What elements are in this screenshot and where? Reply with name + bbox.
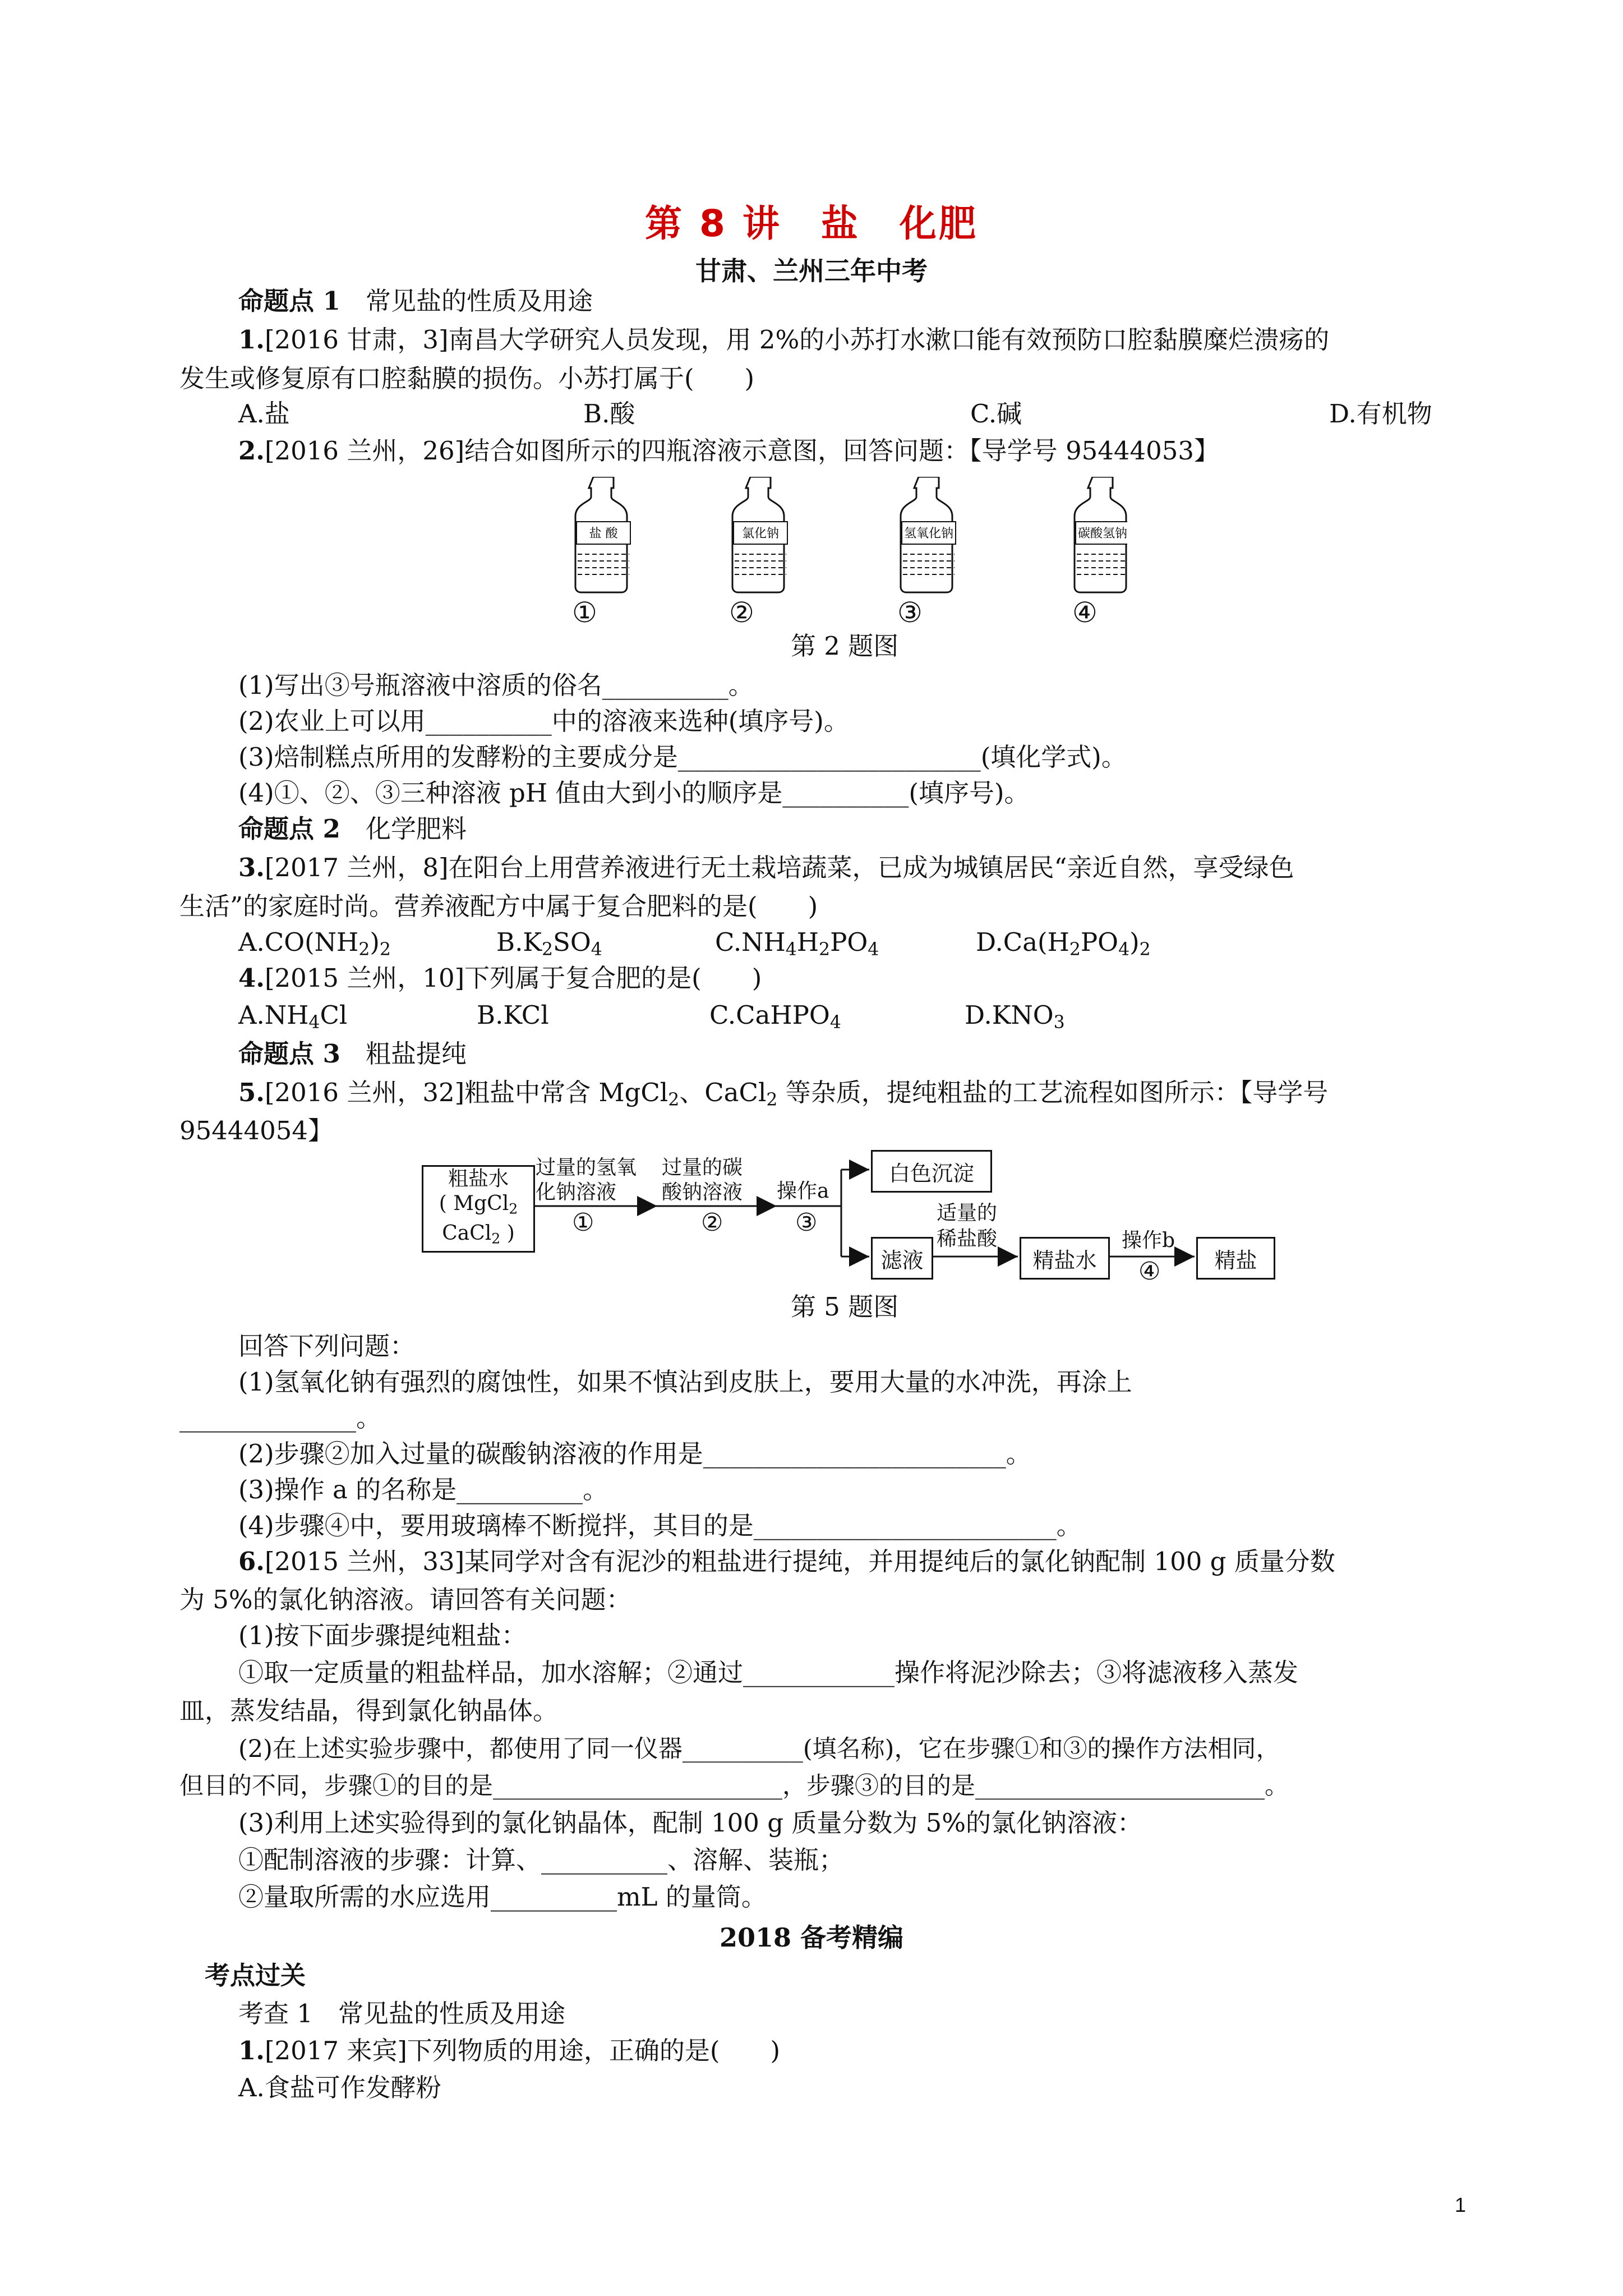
flow-box-refined-brine: 精盐水 [1020,1237,1110,1280]
bottle-num-1: ① [572,596,597,629]
page-title: 第 8 讲 盐 化肥 [645,202,978,245]
q4-option-b: B.KCl [477,1000,549,1030]
q6-line2: 为 5%的氯化钠溶液。请回答有关问题： [179,1585,631,1614]
flow-step2-reagent: 过量的碳 酸钠溶液 [662,1156,743,1204]
flow-step4-operation: 操作b [1122,1229,1175,1252]
q4-option-d: $D.KNO_3$ [965,1000,1065,1033]
bottle-label-2: 氯化钠 [741,527,780,541]
q5-sub1-line1: (1)氢氧化钠有强烈的腐蚀性，如果不慎沾到皮肤上，要用大量的水冲洗，再涂上 [238,1367,1132,1397]
q2-sub2: (2)农业上可以用__________中的溶液来选种(填序号)。 [238,706,849,736]
topic-heading-3: 命题点 3 粗盐提纯 [238,1039,467,1069]
q4-option-a: $A.NH_4Cl$ [238,1000,348,1033]
topic-heading-2: 命题点 2 化学肥料 [238,814,467,844]
q1-line2: 发生或修复原有口腔黏膜的损伤。小苏打属于( ) [179,364,755,393]
q4-option-c: C.CaHPO$_4$ [709,1000,841,1033]
prep-section-title: 考点过关 [205,1961,306,1990]
figure-caption-5: 第 5 题图 [791,1292,899,1322]
bottle-num-4: ④ [1072,596,1098,629]
prep-check-1: 考查 1 常见盐的性质及用途 [238,1999,565,2028]
q3-option-b: $B.K_2SO_4$ [496,927,602,960]
q6-s2a: (2)在上述实验步骤中，都使用了同一仪器__________(填名称)，它在步骤①和③的操作方法相同， [238,1735,1280,1763]
bottle-num-2: ② [729,596,754,629]
q3-option-d: $D.Ca(H_2PO_4)_2$ [976,927,1151,960]
q2-sub4: (4)①、②、③三种溶液 pH 值由大到小的顺序是__________(填序号)。 [238,778,1030,808]
q5-line2: 95444054】 [179,1116,334,1145]
q5-sub3: (3)操作 a 的名称是__________。 [238,1475,608,1504]
q5-intro: 回答下列问题： [238,1331,416,1361]
flow-step1-reagent: 过量的氢氧 化钠溶液 [536,1156,637,1204]
bottle-label-3: 氢氧化钠 [903,527,954,541]
flow-step1-num: ① [572,1208,594,1237]
q3-line2: 生活”的家庭时尚。营养液配方中属于复合肥料的是( ) [179,891,818,921]
bottle-num-3: ③ [897,596,923,629]
q1-option-c: C.碱 [970,399,1022,429]
q6-s3: (3)利用上述实验得到的氯化钠晶体，配制 100 g 质量分数为 5%的氯化钠溶液： [238,1808,1143,1838]
q6-s1b: 皿，蒸发结晶，得到氯化钠晶体。 [179,1696,559,1726]
q2-stem: 2.[2016 兰州，26]结合如图所示的四瓶溶液示意图，回答问题：【导学号 95444053】 [238,436,1220,466]
q4-stem: 4.[2015 兰州，10]下列属于复合肥的是( ) [238,963,762,993]
q3-option-c: $C.NH_4H_2PO_4$ [715,927,879,960]
flow-box-precipitate: 白色沉淀 [871,1150,992,1193]
prep-q1-stem: 1.[2017 来宾]下列物质的用途，正确的是( ) [238,2036,781,2065]
q6-line1: 6.[2015 兰州，33]某同学对含有泥沙的粗盐进行提纯，并用提纯后的氯化钠配制 100 g 质量分数 [238,1547,1335,1576]
q1-option-b: B.酸 [583,399,635,429]
q1-line1: 1.[2016 甘肃，3]南昌大学研究人员发现，用 2%的小苏打水漱口能有效预防口腔黏膜糜烂溃疡的 [238,325,1330,355]
topic-heading-1: 命题点 1 常见盐的性质及用途 [238,286,593,316]
section-subtitle: 甘肃、兰州三年中考 [695,256,928,286]
q6-s1a: ①取一定质量的粗盐样品，加水溶解；②通过____________操作将泥沙除去；③将滤液移入蒸发 [238,1658,1299,1687]
q6-s2b: 但目的不同，步骤①的目的是________________________，步骤③的目的是________________________。 [179,1772,1289,1800]
flow-box-crude-brine: 粗盐水 ( MgCl$_2$ CaCl$_2$ ) [422,1165,535,1253]
q6-s1: (1)按下面步骤提纯粗盐： [238,1621,527,1650]
flow-step4-num: ④ [1138,1257,1161,1286]
q6-s3b: ②量取所需的水应选用__________mL 的量筒。 [238,1882,767,1912]
q5-sub1-line2: ______________。 [179,1403,382,1433]
flow-box-filtrate: 滤液 [871,1237,933,1280]
q1-option-a: A.盐 [238,399,290,429]
q1-option-d: D.有机物 [1329,399,1432,429]
q3-line1: 3.[2017 兰州，8]在阳台上用营养液进行无土栽培蔬菜，已成为城镇居民“亲近自然，享受绿色 [238,853,1294,882]
q5-sub4: (4)步骤④中，要用玻璃棒不断搅拌，其目的是________________________。 [238,1511,1082,1540]
bottle-label-1: 盐 酸 [589,527,618,541]
q3-option-a: $A.CO(NH_2)_2$ [238,927,391,960]
flow-step3-operation: 操作a [777,1180,829,1203]
page-number: 1 [1454,2193,1466,2216]
flow-step3-num: ③ [795,1208,818,1237]
bottle-label-4: 碳酸氢钠 [1077,527,1127,541]
figure-caption-2: 第 2 题图 [791,631,899,661]
prep-q1-option-a: A.食盐可作发酵粉 [238,2073,441,2102]
q5-sub2: (2)步骤②加入过量的碳酸钠溶液的作用是________________________。 [238,1439,1031,1469]
prep-heading: 2018 备考精编 [719,1922,904,1953]
flow-box-refined-salt: 精盐 [1196,1237,1275,1280]
q2-sub3: (3)焙制糕点所用的发酵粉的主要成分是________________________(填化学式)。 [238,742,1127,772]
flow-acid-reagent: 适量的 稀盐酸 [937,1202,998,1250]
q5-line1: 5.[2016 兰州，32]粗盐中常含 MgCl$_2$、CaCl$_2$ 等杂质，提纯粗盐的工艺流程如图所示：【导学号 [238,1078,1329,1110]
q2-sub1: (1)写出③号瓶溶液中溶质的俗名__________。 [238,670,754,700]
flow-step2-num: ② [701,1208,723,1237]
q6-s3a: ①配制溶液的步骤：计算、__________、溶解、装瓶； [238,1845,845,1875]
